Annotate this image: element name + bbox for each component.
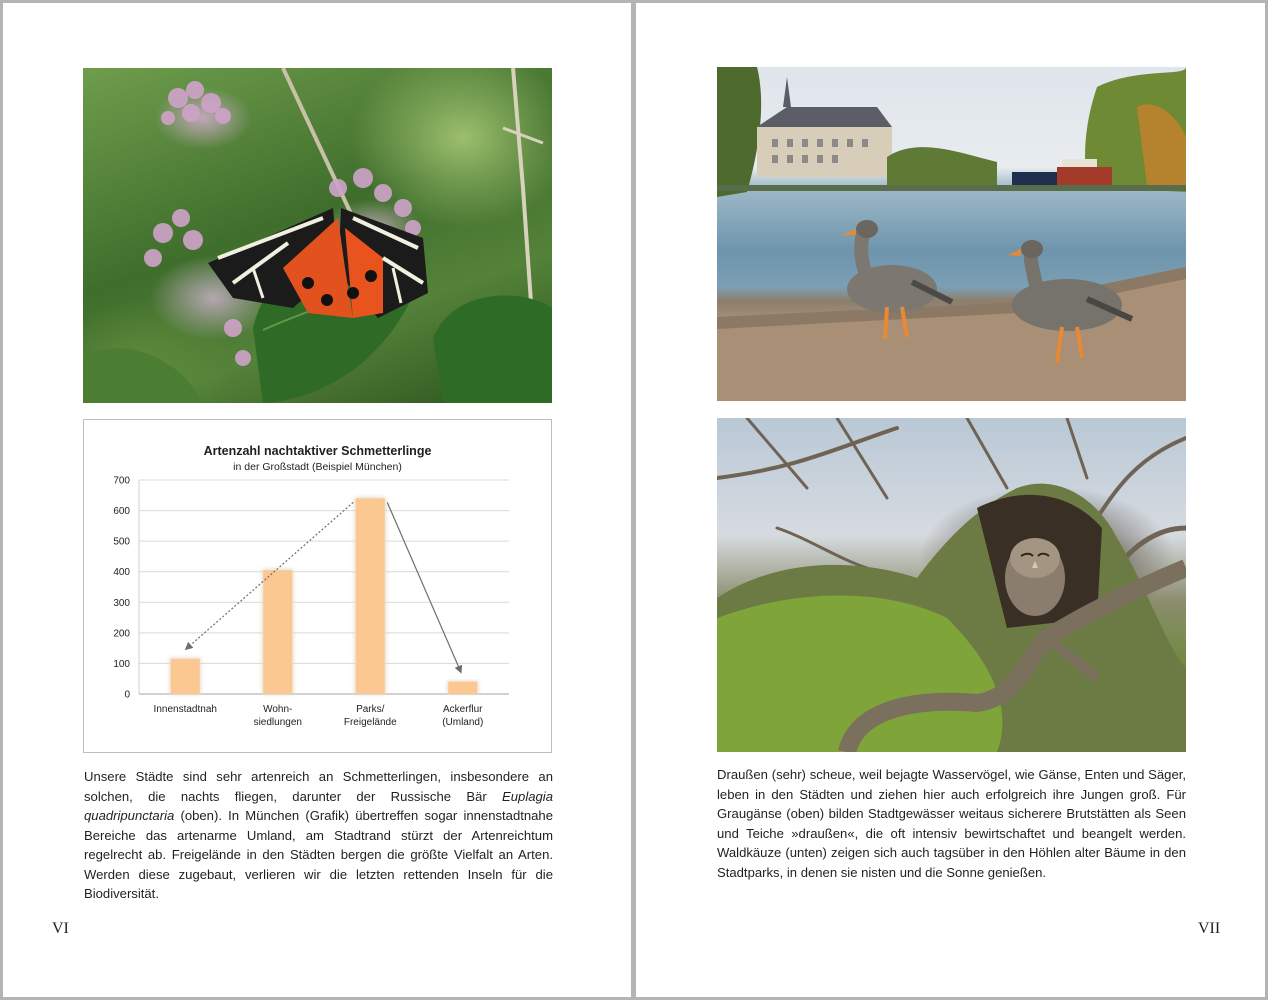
right-page — [636, 3, 1265, 997]
y-tick-label: 700 — [113, 475, 130, 487]
x-category-label: siedlungen — [253, 717, 302, 728]
owl-photo — [717, 418, 1186, 752]
species-chart — [83, 419, 552, 753]
x-category-label: Innenstadtnah — [153, 704, 217, 715]
geese-illustration — [717, 67, 1186, 401]
left-page — [3, 3, 631, 997]
x-category-label: Ackerflur — [443, 704, 483, 715]
caption-text-end: (oben). In München (Grafik) übertreffen sogar innenstadtnahe Bereiche das artenarme Umland, am Stadtrand stürzt der Artenreichtum regelrecht ab. Freigelände in den Städten bergen die größte Vielfalt an Arten. Werden diese zugebaut, verlieren wir die letzten rettenden Inseln für die Biodiversität. — [84, 808, 553, 901]
species-name: Euplagia quadripunctaria — [84, 788, 553, 823]
moth-illustration — [83, 68, 552, 403]
moth-caption — [84, 767, 553, 904]
y-tick-label: 300 — [113, 597, 130, 609]
caption-text-start: Unsere Städte sind sehr artenreich an Schmetterlingen, insbesondere an solchen, die nachts fliegen, darunter der Russische Bär — [84, 769, 553, 804]
solid-arrow — [387, 502, 461, 671]
x-category-label: Freigelände — [343, 717, 397, 728]
chart-plot — [84, 420, 553, 754]
moth — [208, 208, 428, 318]
bar — [448, 682, 477, 694]
x-category-label: Wohn- — [263, 704, 293, 715]
y-tick-label: 100 — [113, 658, 130, 670]
y-tick-label: 600 — [113, 506, 130, 518]
x-category-label: (Umland) — [442, 717, 484, 728]
moth-photo — [83, 68, 552, 403]
birds-caption: Draußen (sehr) scheue, weil bejagte Wasservögel, wie Gänse, Enten und Säger, leben in den Städten und ziehen hier auch erfolgreich ihre Jungen groß. Für Graugänse (oben) bilden Stadtgewässer weitaus sicherere Brutstätten als Seen und Teiche »draußen«, die oft intensiv bewirtschaftet und beangelt werden. Waldkäuze (unten) zeigen sich auch tagsüber in den Höhlen alter Bäume in den Stadtparks, in denen sie nisten und die Sonne genießen. — [717, 767, 1186, 880]
chart-title: Artenzahl nachtaktiver Schmetterlinge — [203, 444, 432, 458]
bar — [263, 570, 292, 694]
x-category-label: Parks/ — [356, 704, 385, 715]
owl — [1005, 538, 1065, 616]
page-number-left: VI — [52, 920, 69, 937]
bar — [356, 498, 385, 694]
y-tick-label: 400 — [113, 567, 130, 579]
page-number-right: VII — [1198, 920, 1221, 937]
y-tick-label: 0 — [124, 689, 130, 701]
geese-photo — [717, 67, 1186, 401]
chart-subtitle: in der Großstadt (Beispiel München) — [233, 461, 402, 473]
owl-illustration — [717, 418, 1186, 752]
y-tick-label: 500 — [113, 536, 130, 548]
y-tick-label: 200 — [113, 628, 130, 640]
bar — [171, 659, 200, 694]
